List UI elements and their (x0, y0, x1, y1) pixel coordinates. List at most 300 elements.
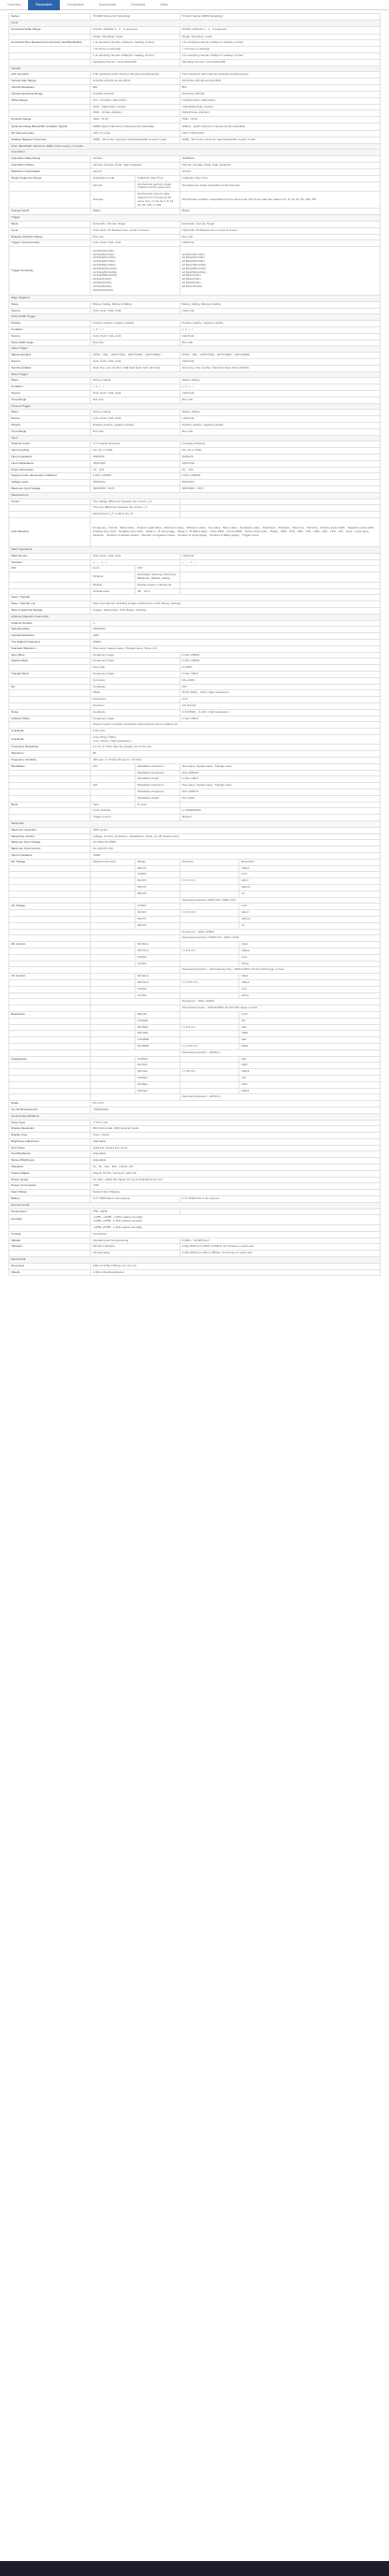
spec-value: 600mV (135, 865, 180, 872)
spec-value (180, 588, 380, 595)
spec-row (9, 52, 381, 59)
spec-label: Trigger Sensitivity (9, 247, 91, 296)
spec-value: Positive polarity, negative polarity (91, 321, 180, 327)
spec-value (91, 1049, 180, 1056)
spec-label: Operator (9, 559, 91, 566)
spec-row (9, 428, 381, 435)
spec-row (9, 601, 381, 608)
spec-label: Afterglow (9, 1165, 91, 1171)
spec-row (9, 853, 381, 860)
spec-row (9, 1138, 381, 1145)
spec-value: 10μA (239, 974, 381, 980)
spec-value: 10mV/div~10V/div at input BNC (180, 79, 380, 85)
spec-value (91, 948, 136, 954)
spec-value (180, 986, 239, 992)
spec-label: DC (9, 684, 91, 690)
spec-label (9, 910, 91, 917)
spec-row (9, 1094, 381, 1101)
spec-value: 1X、10X (180, 467, 380, 473)
spec-label (9, 1075, 91, 1081)
spec-value: Sine wave, Square wave, Triangle wave, Noise, DC (91, 645, 381, 652)
spec-value: ± ( 4% ±3 ) (180, 1069, 239, 1076)
spec-label: Humidity (9, 1215, 91, 1225)
spec-row (9, 1049, 381, 1056)
spec-value: 40dB，DC to the maximum rated bandwidth of each model (91, 137, 180, 143)
spec-label (9, 665, 91, 672)
spec-value: CH1~CH4 / CH1~CH2 (91, 359, 180, 366)
spec-value: Voltage, Current, resistance, capacitance, diode, on-off measurement (91, 833, 381, 840)
spec-value (91, 979, 136, 986)
spec-value: 1V (239, 922, 381, 929)
spec-value: 800 (horizontal) ×480 (vertical) pixels (91, 1126, 381, 1133)
spec-value (180, 974, 239, 980)
tab-download[interactable]: Download (131, 3, 146, 7)
section-heading: Input (9, 435, 381, 441)
spec-value: 10MΩ (91, 853, 381, 860)
spec-value: ± ( 1.5% ±3 ) (180, 1043, 239, 1049)
spec-row (9, 1145, 381, 1151)
spec-value: 60.00V (135, 910, 180, 917)
spec-value: 100mV (239, 885, 381, 891)
spec-value: ±50V(2V/div~10V/div) (180, 110, 380, 117)
spec-value: 10.00A (135, 992, 180, 999)
spec-value: Sine wave, Square wave, Triangle wave (180, 783, 380, 789)
spec-label (9, 1225, 91, 1232)
spec-value: 2ns/div~100s/div 1、2、5 sequence (91, 26, 180, 34)
spec-value: 0.1Hz~10MHz (180, 658, 380, 665)
spec-value: Duty ratio (91, 665, 180, 672)
spec-value: 0.1Ω (239, 1011, 381, 1018)
spec-label: Single Sequence Range (9, 175, 91, 181)
spec-label: Display Type (9, 1133, 91, 1139)
spec-label: Frequency Accuracy (9, 758, 91, 764)
spec-value (91, 890, 136, 897)
spec-value: Rising, Falling (91, 410, 180, 416)
spec-row (9, 802, 381, 808)
spec-row (9, 416, 381, 423)
spec-row (9, 79, 381, 85)
spec-label: Synchronization (9, 365, 91, 371)
page-footer (0, 2561, 389, 2576)
spec-value: Rising, Falling (180, 410, 380, 416)
spec-label: Maximum resolution (9, 827, 91, 833)
spec-row (9, 614, 381, 620)
spec-value: <50Ω(±30Ω) (91, 1107, 381, 1113)
tab-video[interactable]: Video (160, 3, 168, 7)
spec-value: 3.7V 7000mAH Li-ion polymer (91, 1196, 180, 1203)
spec-value (91, 1043, 136, 1049)
spec-label: Save to External Storage (9, 607, 91, 614)
spec-value: 1s、5s、10s、30s、Infinite, Off (91, 1165, 381, 1171)
spec-value: 20MHz，Each channel is independently selectable (180, 123, 380, 130)
section-heading: Slope Trigger (9, 371, 381, 378)
spec-value (180, 1075, 239, 1081)
spec-value: Overload protection：220Vrms (180, 1094, 380, 1101)
spec-row (9, 1031, 381, 1037)
spec-row (9, 645, 381, 652)
spec-label: Isolation Between Channels (9, 137, 91, 143)
spec-value: 6.000V (135, 904, 180, 910)
spec-value: 0~5V(50Ω)，0~10V ( high resistance ) (180, 709, 380, 716)
spec-label: Grid Brightness (9, 1151, 91, 1158)
spec-value: 10mV (239, 878, 381, 885)
spec-value: Modulation waveform (135, 783, 180, 789)
spec-value: 1Hz~100KHz (180, 789, 380, 796)
spec-value (91, 922, 136, 929)
spec-value: Sine wave, Square wave, Triangle wave (180, 763, 380, 770)
spec-row (9, 1133, 381, 1139)
spec-value (91, 954, 136, 961)
spec-row (9, 582, 381, 588)
spec-label: Arbitrary Wave (9, 716, 91, 722)
spec-label: Acquisition Rate Range (9, 156, 91, 163)
spec-row (9, 758, 381, 764)
section-heading: Edge triggered (9, 296, 381, 302)
spec-row (9, 665, 381, 672)
tab-parameters[interactable]: Parameters (28, 0, 60, 10)
spec-value: 10pF (239, 1063, 381, 1069)
spec-label: Frequency Resolution (9, 745, 91, 751)
spec-row (9, 499, 381, 505)
spec-value: 60.00μF (135, 1081, 180, 1088)
spec-value: 10mA (239, 961, 381, 967)
spec-value: 6.000MΩ (135, 1037, 180, 1044)
spec-row (9, 209, 381, 215)
spec-label (9, 192, 91, 209)
spec-label (9, 979, 91, 986)
spec-label: Measuring method (9, 833, 91, 840)
spec-value: =, ≠, >, < (180, 384, 380, 391)
spec-label: Horizontal Time Measurement Accuracy (Full Bandwidth) (9, 40, 91, 47)
spec-label: Dimension (9, 1263, 91, 1269)
spec-row (9, 904, 381, 910)
spec-value: Modulation frequency (135, 770, 180, 776)
spec-value: ± (1 sampling interval +100ppm× reading +0.6ns) (91, 40, 180, 47)
spec-value: Modulation frequency (135, 789, 180, 796)
spec-value: 0.1Hz~1MHz (180, 671, 380, 677)
spec-label: Input Capacitance (9, 460, 91, 467)
spec-row (9, 639, 381, 645)
spec-value: Operating and Nonoperating (91, 1237, 180, 1244)
spec-row (9, 346, 381, 353)
spec-row (9, 917, 381, 923)
spec-value: 1V (239, 890, 381, 897)
spec-row (9, 627, 381, 633)
spec-row (9, 517, 381, 546)
spec-value: Modulation waveform (135, 763, 180, 770)
spec-value: 6.000V (135, 872, 180, 878)
spec-row (9, 240, 381, 247)
spec-label: AC Voltage (9, 904, 91, 910)
spec-value: Rising, Falling, Rising & Falling (180, 301, 380, 308)
spec-value: Resolution (91, 697, 180, 703)
spec-value: Rising, Falling (91, 378, 180, 384)
spec-row (9, 333, 381, 340)
spec-value: ±1V(10mV/div~100mV/div) (180, 97, 380, 104)
spec-value: ± ( 1% ±1 ) (180, 1024, 239, 1031)
spec-value: CH1/CH2 (180, 416, 380, 423)
spec-row (9, 492, 381, 499)
section-heading: Arbitrary Waveform Generator (9, 614, 381, 620)
spec-value: AM (91, 783, 136, 789)
spec-row (9, 397, 381, 403)
spec-value: ±3%,×1 probe (91, 130, 180, 137)
spec-value: 2ns/div~100s/div 1、2、5 sequence (180, 26, 380, 34)
spec-value (91, 974, 136, 980)
spec-value: Single "Sampling" mode (91, 34, 180, 40)
spec-value (91, 910, 136, 917)
spec-label: Source (9, 416, 91, 423)
spec-value: 4 / 2 Analog channels (91, 441, 180, 448)
spec-label (9, 512, 91, 518)
spec-row (9, 296, 381, 302)
spec-row (9, 371, 381, 378)
spec-label: Cooling (9, 1231, 91, 1237)
spec-row (9, 684, 381, 690)
spec-value: 2mV/div~10V/div at input BNC (91, 79, 180, 85)
spec-row (9, 117, 381, 123)
spec-value: 8Mpts (180, 209, 380, 215)
spec-label: Cursor (9, 499, 91, 505)
spec-value: The time difference between the cursors △T (91, 505, 180, 512)
spec-value: 8ns~10s (180, 340, 380, 346)
spec-value: 40dB，DC to the maximum rated bandwidth of each model (180, 137, 380, 143)
spec-label: On-Off Measurement (9, 1107, 91, 1113)
spec-value: CH1~CH4 / CH1~CH2 (91, 333, 180, 340)
spec-value: Modulation depth (135, 776, 180, 783)
spec-row (9, 1257, 381, 1264)
spec-value: =, ≠, >, < (180, 327, 380, 334)
spec-value (91, 1069, 136, 1076)
spec-value: Scan line, Line number, Odd field, Even field, All fields (180, 365, 380, 371)
spec-label (9, 110, 91, 117)
spec-value: 12bit (91, 633, 381, 640)
spec-value: Output: 5V DC / 2A Input: 100V AC (91, 1170, 381, 1177)
spec-label (9, 1018, 91, 1024)
spec-value: 0℃~+40℃ (91, 1208, 180, 1215)
spec-value: ±50V（2V/div~10V/div） (91, 110, 180, 117)
spec-value: Window (91, 572, 136, 583)
spec-value: 0.1Hz~1MHz (180, 776, 380, 783)
spec-value: Support upper computer download, and external memory calling out (91, 722, 381, 729)
spec-value: 60.00MΩ (135, 1043, 180, 1049)
spec-value: Sampling interval = second/div/200 (91, 59, 180, 65)
spec-value (180, 1081, 239, 1088)
section-heading: Timeout Trigger (9, 403, 381, 410)
spec-label: Acquisition Modes (9, 162, 91, 168)
spec-value: CH1~CH4 / CH1~CH2 (91, 240, 180, 247)
spec-row (9, 948, 381, 954)
spec-label (9, 1031, 91, 1037)
spec-value: 10.00A (135, 961, 180, 967)
spec-value: 1GSa/s (91, 156, 180, 163)
spec-value: TO1000 Series (1V Sampling) (91, 14, 180, 21)
spec-value: Trigger source (91, 815, 180, 821)
spec-label (9, 948, 91, 954)
spec-label: Math Source (9, 553, 91, 559)
spec-value: 1mA (239, 986, 381, 992)
spec-label: Sine Wave (9, 652, 91, 658)
spec-value: Overload protection: 800V (DC), 600V (AC) (180, 897, 380, 904)
spec-value: 1Hz~100KHz (180, 770, 380, 776)
spec-value: Point / Vector (91, 1133, 381, 1139)
spec-value: CH1~CH4 / CH1~CH2 (91, 416, 180, 423)
spec-value: 200MSa/s (91, 627, 381, 633)
spec-value: Display (91, 582, 136, 588)
spec-row (9, 974, 381, 980)
spec-value: +、-、×、÷ (180, 559, 380, 566)
spec-value: Support fast charging (91, 1190, 381, 1196)
spec-value: 0.01~10V (91, 729, 381, 735)
spec-value: Rectangle, Hanning, Hamming, Blackman, Bartlett, Flattop (135, 572, 180, 583)
spec-row (9, 671, 381, 677)
spec-value: 2.46g RMS from 5Hz to 500Hz, 10 minutes on each axis (180, 1251, 380, 1257)
spec-value: Self-restoring fuse：200mA/250V, 6A and 10A range no fuse (180, 1006, 380, 1012)
spec-label: Mode (9, 221, 91, 227)
spec-row (9, 1088, 381, 1094)
tab-bar (0, 0, 389, 10)
spec-value: 100Ω (239, 1031, 381, 1037)
spec-value: Frequency range (91, 671, 180, 677)
spec-label (9, 588, 91, 595)
spec-value: 1kΩ (239, 1037, 381, 1044)
spec-row (9, 1151, 381, 1158)
spec-value: Range (135, 859, 180, 865)
spec-value: Amplitude (91, 709, 180, 716)
spec-value (180, 572, 380, 583)
spec-value: 2% (±1mV) (180, 702, 380, 709)
spec-label (9, 722, 91, 729)
spec-value: 10mV (239, 910, 381, 917)
spec-label: Polarity (9, 321, 91, 327)
spec-row (9, 473, 381, 480)
spec-value: dB、Vrms (135, 588, 180, 595)
section-heading: Acquisition (9, 150, 381, 156)
spec-label: Vertical Resolution (9, 84, 91, 91)
spec-row (9, 763, 381, 770)
spec-label (9, 59, 91, 65)
tab-accessories[interactable]: Accessories (98, 3, 117, 7)
spec-value (180, 922, 239, 929)
spec-value: 10mA (239, 992, 381, 999)
spec-value: 0.1Hz~25MHz (180, 652, 380, 658)
spec-label (9, 1043, 91, 1049)
spec-value (91, 1094, 180, 1101)
spec-row (9, 999, 381, 1006)
spec-value: DC, AC or GND (91, 448, 180, 455)
spec-row (9, 1113, 381, 1120)
spec-label: Channel Count (9, 441, 91, 448)
spec-row (9, 460, 381, 467)
spec-label: Input Impedance (9, 853, 91, 860)
spec-value: ±5V (180, 684, 380, 690)
spec-value (91, 1024, 136, 1031)
spec-value: All channels conduct n acquisitions at the same time, and N can take the values of 4, 8, 16, 32, 64, 128, 256 (180, 192, 380, 209)
spec-label: Burst (9, 802, 91, 808)
tab-overview[interactable]: Overview (7, 3, 22, 7)
spec-row (9, 327, 381, 334)
spec-value: (sinx)/x (180, 168, 380, 175)
spec-value: Vertical scale (91, 588, 136, 595)
spec-value (91, 1075, 136, 1081)
spec-label (9, 890, 91, 897)
spec-value: 8bit (91, 84, 180, 91)
spec-value: Manual (180, 815, 380, 821)
spec-row (9, 467, 381, 473)
spec-label: Slope (9, 301, 91, 308)
spec-value (91, 795, 136, 802)
section-heading: Level (9, 20, 381, 26)
spec-value: 100nF (239, 1088, 381, 1094)
spec-value: 10kΩ (239, 1043, 381, 1049)
spec-row (9, 690, 381, 697)
tab-comparison[interactable]: Comparison (66, 3, 84, 7)
spec-label: Pulse width range (9, 340, 91, 346)
spec-label: Trigger Level Accuracy (9, 240, 91, 247)
section-heading: Environmental (9, 1202, 381, 1208)
spec-row (9, 391, 381, 398)
section-heading: Pulse Width Trigger (9, 314, 381, 321)
spec-value (91, 1031, 136, 1037)
spec-value: 600.0mA (135, 948, 180, 954)
spec-value: Frequency：40Hz~400Hz (180, 999, 380, 1006)
spec-value (180, 512, 380, 518)
spec-label (9, 872, 91, 878)
spec-value: 0.1 Hz or 6 bits, take the greater one of the two (91, 745, 381, 751)
spec-label (9, 961, 91, 967)
spec-value: 300VRMS（10X） (180, 486, 380, 493)
spec-label: Dynamic Range (9, 117, 91, 123)
spec-row (9, 47, 381, 53)
spec-row (9, 1215, 381, 1225)
spec-label (9, 1094, 91, 1101)
spec-row (9, 859, 381, 865)
spec-label: Sampling Rate (9, 627, 91, 633)
spec-value: Rising, Falling, Rising & Falling (91, 301, 180, 308)
spec-value (91, 789, 136, 796)
spec-row (9, 130, 381, 137)
spec-label: DC Gain Accuracy (9, 130, 91, 137)
spec-value: 8ns~10s (180, 234, 380, 240)
spec-value: 1mV (180, 697, 380, 703)
spec-value (180, 865, 239, 872)
spec-label (9, 922, 91, 929)
section-heading: Note: Bandwidth reduced to 6MHz when using a ×1 probe. (9, 143, 381, 150)
spec-label (9, 897, 91, 904)
spec-value: CH1/CH2 (180, 391, 380, 398)
section-heading: Measurement (9, 492, 381, 499)
spec-value: <6W (91, 1183, 381, 1190)
spec-value: 600.0Ω (135, 1011, 180, 1018)
spec-label: Support probe attenuation coefficient (9, 473, 91, 480)
spec-value: =, ≠, >, < (91, 327, 180, 334)
spec-row (9, 1202, 381, 1208)
spec-row (9, 156, 381, 163)
spec-row (9, 150, 381, 156)
spec-row (9, 1075, 381, 1081)
spec-value: 1mV~5Vpp ( 50Ω ) 1mV~10Vpp ( high resistance ) (91, 734, 381, 745)
spec-label: Grid Types (9, 1145, 91, 1151)
spec-value: ±10V(200mV/div~1V/div) (180, 104, 380, 110)
spec-value: 1Ω (239, 1018, 381, 1024)
spec-label: Source (9, 308, 91, 314)
spec-value: Normal, Average, Peak, High resolution (91, 162, 180, 168)
spec-row (9, 365, 381, 371)
spec-value (91, 872, 136, 878)
spec-value: 8 bit resolution,each channel sampled simultaneously (180, 72, 380, 79)
spec-value: 240mm*170mm*56mm (L x W x H) (91, 1263, 381, 1269)
spec-label (9, 770, 91, 776)
